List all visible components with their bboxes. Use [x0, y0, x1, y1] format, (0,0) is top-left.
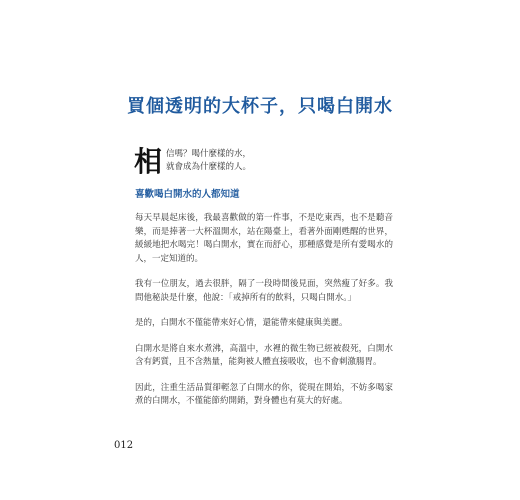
quote-line-1: 信嗎？喝什麼樣的水，: [166, 149, 252, 159]
paragraph: 每天早晨起床後，我最喜歡做的第一件事，不是吃東西，也不是聽音樂，而是捧著一大杯溫開水，站在陽臺上，看著外面剛甦醒的世界，緩緩地把水喝完！喝白開水，實在而舒心，那種感覺是所有愛喝水的人，一定知道的。: [135, 213, 393, 264]
page-number: 012: [114, 440, 134, 451]
paragraph: 是的，白開水不僅能帶來好心情，還能帶來健康與美麗。: [135, 318, 348, 328]
body-text: [135, 212, 393, 421]
quote-lines: [166, 148, 251, 174]
paragraph: 因此，注重生活品質卻輕忽了白開水的你，從現在開始，不妨多喝家煮的白開水，不僅能節約開銷，對身體也有莫大的好處。: [135, 382, 393, 406]
quote-line-2: 就會成為什麼樣的人。: [166, 162, 252, 172]
drop-cap: 相: [134, 145, 163, 178]
paragraph: 白開水是將自來水煮沸，高溫中，水裡的微生物已經被殺死，白開水含有鈣質，且不含熱量，能夠被人體直接吸收，也不會刺激腸胃。: [135, 343, 393, 367]
section-subheading: 喜歡喝白開水的人都知道: [135, 189, 240, 200]
paragraph: 我有一位朋友，過去很胖，隔了一段時間後見面，突然瘦了好多。我問他秘訣是什麼，他說：「戒掉所有的飲料，只喝白開水。」: [135, 279, 393, 303]
page-title: 買個透明的大杯子，只喝白開水: [127, 96, 393, 117]
opening-quote: [134, 147, 251, 177]
